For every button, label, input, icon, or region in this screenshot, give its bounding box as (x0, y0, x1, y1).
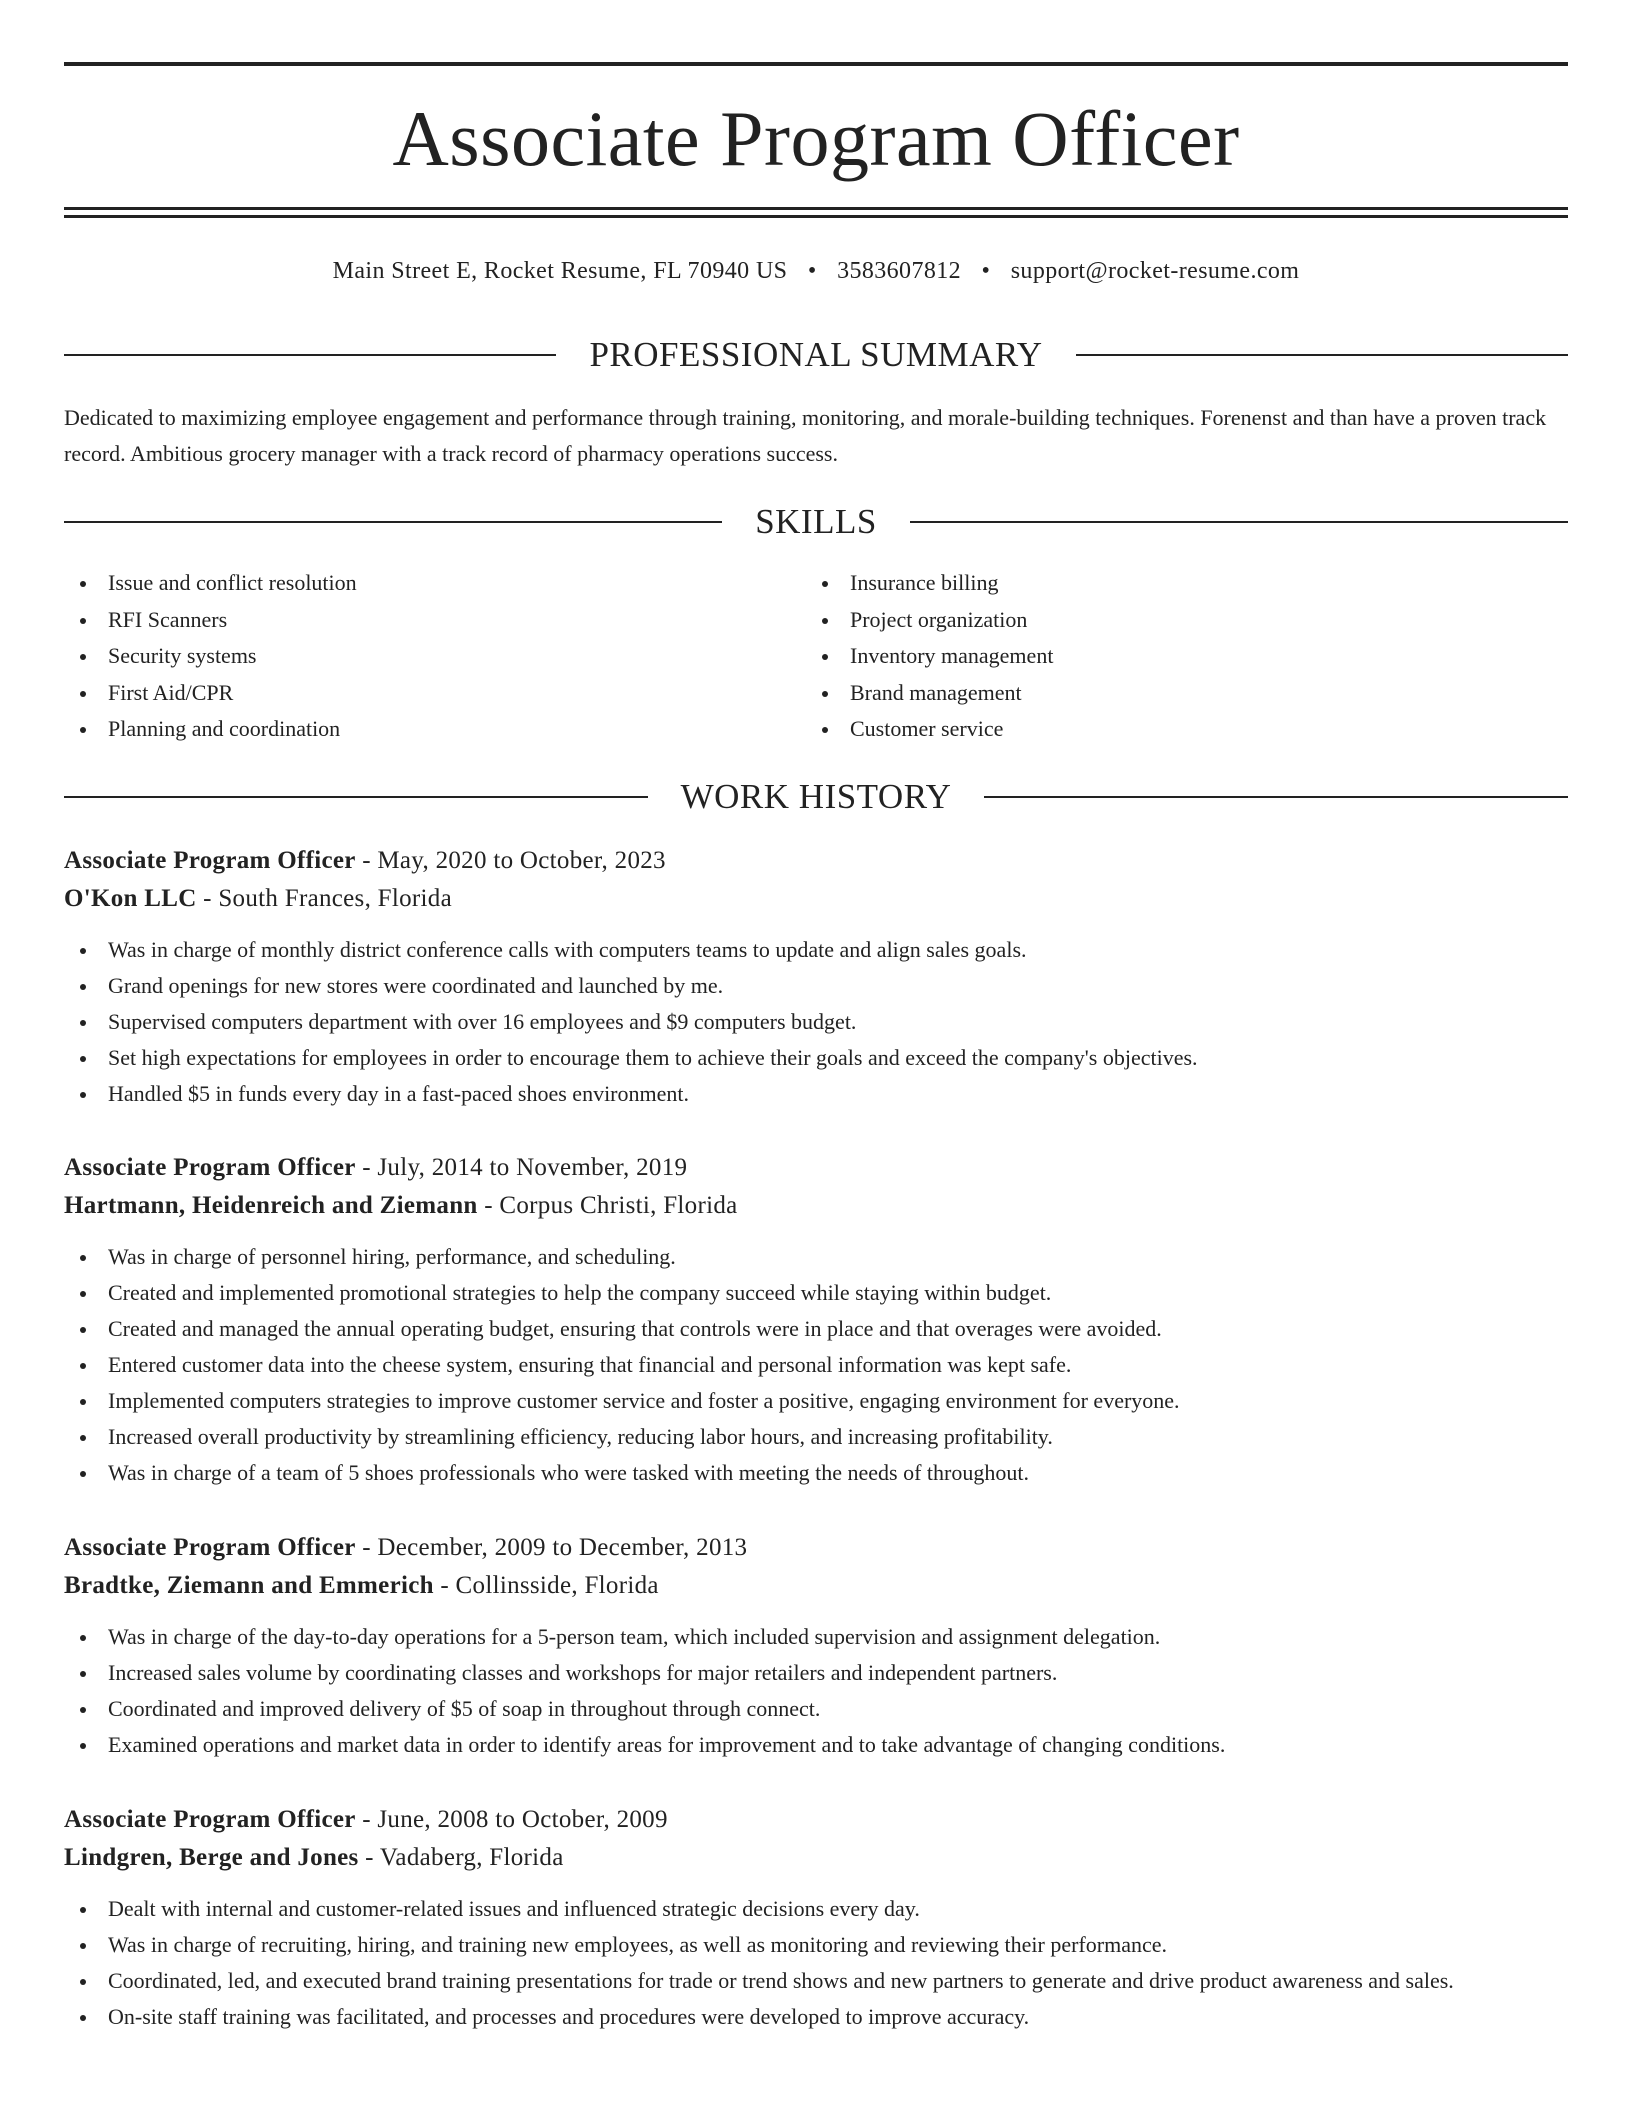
header-top-rule (64, 62, 1568, 66)
job-title: Associate Program Officer (64, 1806, 356, 1833)
contact-separator: • (981, 258, 991, 284)
skill-item: Insurance billing (806, 565, 1546, 602)
job-company: Hartmann, Heidenreich and Ziemann (64, 1192, 478, 1219)
section-rule-right (910, 521, 1568, 523)
skill-item: Planning and coordination (64, 711, 804, 748)
job-bullet: Increased overall productivity by streamlining efficiency, reducing labor hours, and increasing profitability. (64, 1419, 1568, 1455)
page-title: Associate Program Officer (392, 95, 1240, 182)
job-bullets (64, 932, 1568, 1112)
job-bullet: Handled $5 in funds every day in a fast-paced shoes environment. (64, 1076, 1568, 1112)
job-title-line (64, 1149, 1568, 1187)
job-bullet: Grand openings for new stores were coordinated and launched by me. (64, 968, 1568, 1004)
job-title-line (64, 1529, 1568, 1567)
job-title: Associate Program Officer (64, 847, 356, 874)
job-entry (64, 1529, 1568, 1763)
job-dates: - May, 2020 to October, 2023 (355, 847, 666, 874)
job-bullets (64, 1619, 1568, 1763)
job-company-line (64, 1567, 1568, 1605)
job-company-line (64, 880, 1568, 918)
contact-phone: 3583607812 (837, 258, 962, 284)
job-dates: - June, 2008 to October, 2009 (355, 1806, 668, 1833)
skill-item: Customer service (806, 711, 1546, 748)
skill-item: Security systems (64, 638, 804, 675)
job-location: - Collinsside, Florida (433, 1572, 659, 1599)
job-bullet: Was in charge of monthly district conference calls with computers teams to update and align sales goals. (64, 932, 1568, 968)
skill-item: First Aid/CPR (64, 675, 804, 712)
job-bullet: Entered customer data into the cheese system, ensuring that financial and personal information was kept safe. (64, 1347, 1568, 1383)
skills-list-right (806, 565, 1546, 748)
job-bullet: Dealt with internal and customer-related issues and influenced strategic decisions every day. (64, 1891, 1568, 1927)
job-bullet: Increased sales volume by coordinating classes and workshops for major retailers and independent partners. (64, 1655, 1568, 1691)
skill-item: RFI Scanners (64, 602, 804, 639)
section-heading-work (64, 775, 1568, 819)
job-bullet: Supervised computers department with over 16 employees and $9 computers budget. (64, 1004, 1568, 1040)
job-entry (64, 1801, 1568, 2035)
job-title-line (64, 842, 1568, 880)
skill-item: Inventory management (806, 638, 1546, 675)
job-bullet: Examined operations and market data in order to identify areas for improvement and to take advantage of changing conditions. (64, 1727, 1568, 1763)
section-title-work: WORK HISTORY (680, 777, 952, 816)
job-company-line (64, 1187, 1568, 1225)
contact-email[interactable]: support@rocket-resume.com (1010, 258, 1300, 284)
job-bullet: Coordinated and improved delivery of $5 of soap in throughout through connect. (64, 1691, 1568, 1727)
section-title-skills: SKILLS (755, 502, 877, 541)
job-company: O'Kon LLC (64, 885, 197, 912)
job-bullet: Created and managed the annual operating budget, ensuring that controls were in place and that overages were avoided. (64, 1311, 1568, 1347)
job-bullet: Was in charge of recruiting, hiring, and training new employees, as well as monitoring and reviewing their performance. (64, 1927, 1568, 1963)
job-bullet: Coordinated, led, and executed brand training presentations for trade or trend shows and new partners to generate and drive product awareness and sales. (64, 1963, 1568, 1999)
job-title: Associate Program Officer (64, 1154, 356, 1181)
skill-item: Project organization (806, 602, 1546, 639)
job-dates: - December, 2009 to December, 2013 (355, 1534, 748, 1561)
job-company: Lindgren, Berge and Jones (64, 1844, 359, 1871)
job-location: - South Frances, Florida (196, 885, 452, 912)
section-title-summary: PROFESSIONAL SUMMARY (589, 335, 1043, 374)
job-company: Bradtke, Ziemann and Emmerich (64, 1572, 434, 1599)
job-bullet: Implemented computers strategies to improve customer service and foster a positive, engaging environment for everyone. (64, 1383, 1568, 1419)
contact-line (64, 254, 1568, 288)
job-bullets (64, 1239, 1568, 1491)
professional-summary-text: Dedicated to maximizing employee engagement and performance through training, monitoring, and morale-building techniques. Forenenst and than have a proven track record. Ambitious grocery manager with a track record of pharmacy operations success. (64, 405, 1547, 466)
section-rule-left (64, 521, 722, 523)
job-entry (64, 842, 1568, 1112)
job-bullet: Was in charge of a team of 5 shoes professionals who were tasked with meeting the needs of throughout. (64, 1455, 1568, 1491)
header-double-rule-upper (64, 207, 1568, 210)
skill-item: Issue and conflict resolution (64, 565, 804, 602)
job-entry (64, 1149, 1568, 1491)
job-location: - Corpus Christi, Florida (477, 1192, 738, 1219)
section-rule-left (64, 354, 556, 356)
section-heading-summary (64, 333, 1568, 377)
contact-address: Main Street E, Rocket Resume, FL 70940 US (332, 258, 788, 284)
job-company-line (64, 1839, 1568, 1877)
section-rule-left (64, 796, 648, 798)
job-bullet: Was in charge of personnel hiring, performance, and scheduling. (64, 1239, 1568, 1275)
job-location: - Vadaberg, Florida (358, 1844, 564, 1871)
job-bullet: Set high expectations for employees in order to encourage them to achieve their goals and exceed the company's objectives. (64, 1040, 1568, 1076)
section-rule-right (1076, 354, 1568, 356)
section-heading-skills (64, 500, 1568, 544)
contact-separator: • (807, 258, 817, 284)
skills-list-left (64, 565, 804, 748)
header-double-rule-lower (64, 215, 1568, 218)
job-bullets (64, 1891, 1568, 2035)
job-dates: - July, 2014 to November, 2019 (355, 1154, 688, 1181)
skill-item: Brand management (806, 675, 1546, 712)
job-bullet: Created and implemented promotional strategies to help the company succeed while staying within budget. (64, 1275, 1568, 1311)
section-rule-right (984, 796, 1568, 798)
job-title-line (64, 1801, 1568, 1839)
job-bullet: On-site staff training was facilitated, and processes and procedures were developed to improve accuracy. (64, 1999, 1568, 2035)
job-title: Associate Program Officer (64, 1534, 356, 1561)
job-bullet: Was in charge of the day-to-day operations for a 5-person team, which included supervision and assignment delegation. (64, 1619, 1568, 1655)
